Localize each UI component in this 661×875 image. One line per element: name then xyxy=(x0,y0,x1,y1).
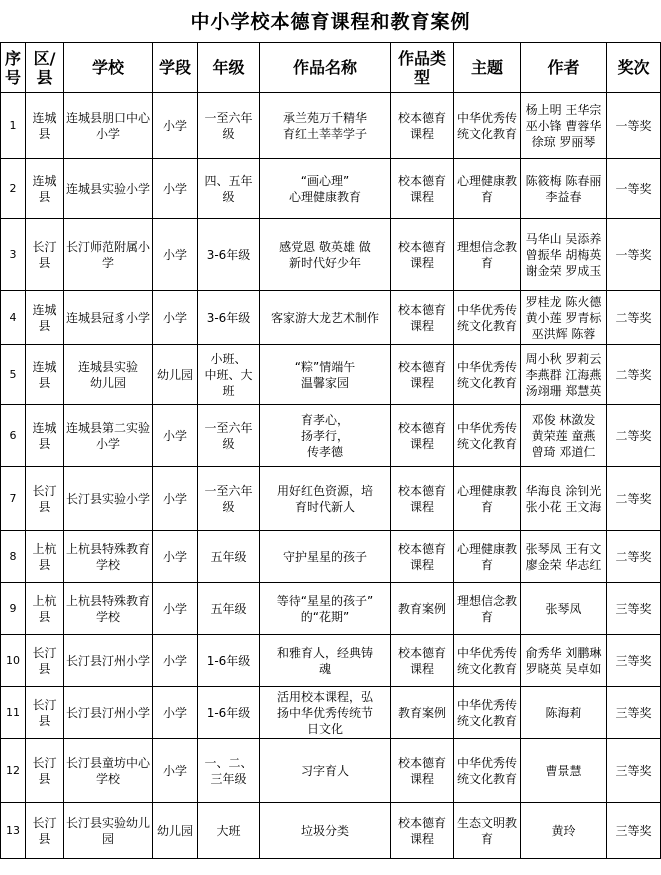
row-stage: 幼儿园 xyxy=(153,345,198,405)
row-work-name: 垃圾分类 xyxy=(260,803,391,859)
row-theme: 中华优秀传统文化教育 xyxy=(454,93,521,159)
row-school: 长汀县汀州小学 xyxy=(64,687,153,739)
row-award: 二等奖 xyxy=(607,345,661,405)
row-work-type: 校本德育课程 xyxy=(391,531,454,583)
row-work-type: 校本德育课程 xyxy=(391,93,454,159)
row-theme: 中华优秀传统文化教育 xyxy=(454,405,521,467)
table-row xyxy=(1,467,661,531)
row-authors: 张琴凤 王有文 廖金荣 华志红 xyxy=(521,531,607,583)
header-grade: 年级 xyxy=(198,43,260,93)
row-grade: 3-6年级 xyxy=(198,219,260,291)
row-stage: 幼儿园 xyxy=(153,803,198,859)
row-work-name: 等待“星星的孩子” 的“花期” xyxy=(260,583,391,635)
row-district: 长汀县 xyxy=(26,739,64,803)
row-grade: 大班 xyxy=(198,803,260,859)
row-school: 连城县实验小学 xyxy=(64,159,153,219)
row-work-type: 校本德育课程 xyxy=(391,803,454,859)
row-award: 一等奖 xyxy=(607,93,661,159)
row-theme: 生态文明教育 xyxy=(454,803,521,859)
row-award: 三等奖 xyxy=(607,739,661,803)
awards-table xyxy=(0,42,661,859)
row-grade: 小班、 中班、大班 xyxy=(198,345,260,405)
table-row xyxy=(1,531,661,583)
row-grade: 3-6年级 xyxy=(198,291,260,345)
row-award: 二等奖 xyxy=(607,531,661,583)
row-theme: 心理健康教育 xyxy=(454,467,521,531)
row-theme: 中华优秀传统文化教育 xyxy=(454,739,521,803)
row-authors: 张琴凤 xyxy=(521,583,607,635)
row-authors: 邓俊 林潋发 黄荣莲 童燕 曾琦 邓道仁 xyxy=(521,405,607,467)
row-work-type: 校本德育课程 xyxy=(391,291,454,345)
row-theme: 中华优秀传统文化教育 xyxy=(454,687,521,739)
row-seq: 7 xyxy=(1,467,26,531)
row-theme: 理想信念教育 xyxy=(454,583,521,635)
row-stage: 小学 xyxy=(153,687,198,739)
row-authors: 杨上明 王华宗 巫小锋 曹蓉华 徐琼 罗丽琴 xyxy=(521,93,607,159)
header-award: 奖次 xyxy=(607,43,661,93)
row-work-type: 教育案例 xyxy=(391,687,454,739)
row-stage: 小学 xyxy=(153,219,198,291)
row-work-type: 校本德育课程 xyxy=(391,467,454,531)
table-row xyxy=(1,291,661,345)
row-school: 上杭县特殊教育学校 xyxy=(64,531,153,583)
row-seq: 1 xyxy=(1,93,26,159)
row-work-type: 校本德育课程 xyxy=(391,405,454,467)
table-row xyxy=(1,93,661,159)
row-grade: 一至六年级 xyxy=(198,467,260,531)
row-district: 连城县 xyxy=(26,291,64,345)
row-stage: 小学 xyxy=(153,531,198,583)
row-authors: 曹景慧 xyxy=(521,739,607,803)
table-row xyxy=(1,405,661,467)
row-district: 上杭县 xyxy=(26,583,64,635)
row-school: 长汀县实验幼儿园 xyxy=(64,803,153,859)
row-stage: 小学 xyxy=(153,93,198,159)
header-theme: 主题 xyxy=(454,43,521,93)
table-row xyxy=(1,687,661,739)
row-work-name: 承兰苑万千精华 育红土莘莘学子 xyxy=(260,93,391,159)
row-award: 三等奖 xyxy=(607,687,661,739)
row-authors: 罗桂龙 陈火德 黄小莲 罗青标 巫洪辉 陈蓉 xyxy=(521,291,607,345)
row-stage: 小学 xyxy=(153,739,198,803)
row-seq: 11 xyxy=(1,687,26,739)
row-theme: 中华优秀传统文化教育 xyxy=(454,345,521,405)
row-seq: 10 xyxy=(1,635,26,687)
header-authors: 作者 xyxy=(521,43,607,93)
row-authors: 陈筱梅 陈春丽 李益春 xyxy=(521,159,607,219)
row-school: 连城县实验 幼儿园 xyxy=(64,345,153,405)
row-district: 长汀县 xyxy=(26,635,64,687)
row-school: 连城县冠豸小学 xyxy=(64,291,153,345)
row-award: 三等奖 xyxy=(607,635,661,687)
table-row xyxy=(1,583,661,635)
row-grade: 一至六年级 xyxy=(198,93,260,159)
row-authors: 马华山 吴添养 曾振华 胡梅英 谢金荣 罗成玉 xyxy=(521,219,607,291)
row-seq: 8 xyxy=(1,531,26,583)
row-authors: 华海良 涂钊光 张小花 王文海 xyxy=(521,467,607,531)
row-seq: 6 xyxy=(1,405,26,467)
row-stage: 小学 xyxy=(153,291,198,345)
row-authors: 黄玲 xyxy=(521,803,607,859)
row-work-name: “粽”情端午 温馨家园 xyxy=(260,345,391,405)
row-grade: 四、五年级 xyxy=(198,159,260,219)
row-award: 二等奖 xyxy=(607,405,661,467)
row-work-type: 校本德育课程 xyxy=(391,635,454,687)
row-seq: 4 xyxy=(1,291,26,345)
row-award: 三等奖 xyxy=(607,583,661,635)
row-school: 长汀师范附属小学 xyxy=(64,219,153,291)
row-authors: 俞秀华 刘鹏琳 罗晓英 吴卓如 xyxy=(521,635,607,687)
row-district: 连城县 xyxy=(26,345,64,405)
row-award: 二等奖 xyxy=(607,291,661,345)
row-stage: 小学 xyxy=(153,635,198,687)
row-work-name: 感党恩 敬英雄 做 新时代好少年 xyxy=(260,219,391,291)
row-seq: 5 xyxy=(1,345,26,405)
row-stage: 小学 xyxy=(153,467,198,531)
table-row xyxy=(1,159,661,219)
row-work-name: 习字育人 xyxy=(260,739,391,803)
header-row xyxy=(1,43,661,93)
row-work-type: 校本德育课程 xyxy=(391,739,454,803)
row-authors: 周小秋 罗莉云 李燕群 江海燕 汤翊珊 郑慧英 xyxy=(521,345,607,405)
table-row xyxy=(1,635,661,687)
row-grade: 1-6年级 xyxy=(198,635,260,687)
row-district: 长汀县 xyxy=(26,687,64,739)
document-title: 中小学校本德育课程和教育案例 xyxy=(190,11,471,33)
table-row xyxy=(1,739,661,803)
row-theme: 理想信念教育 xyxy=(454,219,521,291)
row-work-name: 和雅育人，经典铸 魂 xyxy=(260,635,391,687)
row-work-type: 校本德育课程 xyxy=(391,159,454,219)
row-theme: 心理健康教育 xyxy=(454,531,521,583)
row-grade: 一至六年级 xyxy=(198,405,260,467)
row-district: 连城县 xyxy=(26,93,64,159)
row-work-type: 校本德育课程 xyxy=(391,219,454,291)
row-award: 一等奖 xyxy=(607,219,661,291)
row-school: 上杭县特殊教育学校 xyxy=(64,583,153,635)
row-stage: 小学 xyxy=(153,159,198,219)
row-school: 连城县朋口中心小学 xyxy=(64,93,153,159)
row-district: 连城县 xyxy=(26,159,64,219)
row-theme: 中华优秀传统文化教育 xyxy=(454,635,521,687)
row-work-name: 客家游大龙艺术制作 xyxy=(260,291,391,345)
row-authors: 陈海莉 xyxy=(521,687,607,739)
row-work-name: 活用校本课程，弘 扬中华优秀传统节 日文化 xyxy=(260,687,391,739)
row-theme: 中华优秀传统文化教育 xyxy=(454,291,521,345)
row-school: 长汀县汀州小学 xyxy=(64,635,153,687)
table-row xyxy=(1,803,661,859)
row-school: 连城县第二实验小学 xyxy=(64,405,153,467)
header-school: 学校 xyxy=(64,43,153,93)
table-row xyxy=(1,219,661,291)
row-school: 长汀县实验小学 xyxy=(64,467,153,531)
table-row xyxy=(1,345,661,405)
row-district: 长汀县 xyxy=(26,219,64,291)
header-stage: 学段 xyxy=(153,43,198,93)
row-seq: 3 xyxy=(1,219,26,291)
header-seq: 序号 xyxy=(1,43,26,93)
row-theme: 心理健康教育 xyxy=(454,159,521,219)
row-grade: 一、二、 三年级 xyxy=(198,739,260,803)
row-work-name: 守护星星的孩子 xyxy=(260,531,391,583)
row-award: 三等奖 xyxy=(607,803,661,859)
row-seq: 13 xyxy=(1,803,26,859)
row-award: 一等奖 xyxy=(607,159,661,219)
row-seq: 9 xyxy=(1,583,26,635)
row-work-type: 教育案例 xyxy=(391,583,454,635)
row-grade: 五年级 xyxy=(198,583,260,635)
row-district: 连城县 xyxy=(26,405,64,467)
row-stage: 小学 xyxy=(153,583,198,635)
row-district: 上杭县 xyxy=(26,531,64,583)
row-district: 长汀县 xyxy=(26,467,64,531)
row-grade: 1-6年级 xyxy=(198,687,260,739)
header-district: 区/县 xyxy=(26,43,64,93)
row-school: 长汀县童坊中心学校 xyxy=(64,739,153,803)
row-grade: 五年级 xyxy=(198,531,260,583)
header-work-name: 作品名称 xyxy=(260,43,391,93)
row-work-name: “画心理” 心理健康教育 xyxy=(260,159,391,219)
row-seq: 12 xyxy=(1,739,26,803)
row-stage: 小学 xyxy=(153,405,198,467)
row-work-name: 用好红色资源，培 育时代新人 xyxy=(260,467,391,531)
row-district: 长汀县 xyxy=(26,803,64,859)
row-award: 二等奖 xyxy=(607,467,661,531)
row-work-name: 育孝心， 扬孝行， 传孝德 xyxy=(260,405,391,467)
header-work-type: 作品类型 xyxy=(391,43,454,93)
row-seq: 2 xyxy=(1,159,26,219)
row-work-type: 校本德育课程 xyxy=(391,345,454,405)
